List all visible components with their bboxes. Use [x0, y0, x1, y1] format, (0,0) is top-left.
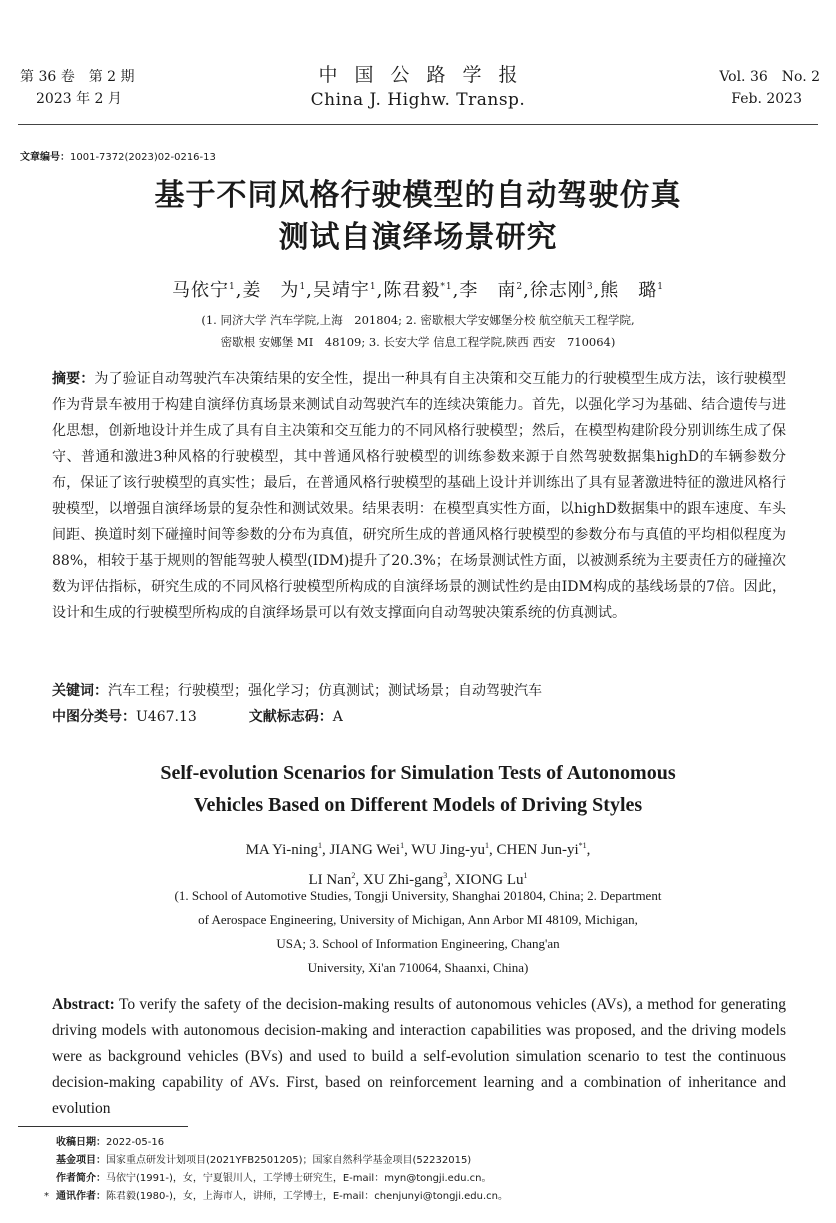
abstract-en — [52, 992, 786, 1122]
author-sup: 2 — [516, 282, 524, 292]
authors-cn: 马依宁$^1$,姜 为$^1$,吴靖宇$^1$,陈君毅$^{*1}$,李 南$^2$,徐志刚$^3$,熊 璐$^1$ — [171, 280, 665, 301]
author-bio-label: 作者简介： — [56, 1173, 106, 1184]
author-sup: 1 — [228, 282, 236, 292]
corresponding-text: 陈君毅(1980-)，女，上海市人，讲师，工学博士，E-mail：chenjunyi@tongji.edu.cn。 — [106, 1191, 509, 1202]
title-en — [0, 757, 836, 821]
title-cn — [0, 175, 836, 259]
header-volume — [719, 66, 820, 110]
footnote-fund — [56, 1152, 508, 1170]
received-date: 2022-05-16 — [106, 1137, 165, 1148]
author-cn — [600, 280, 664, 301]
article-id — [20, 148, 216, 163]
author-name: 李 南 — [459, 280, 517, 301]
author-sup: 3 — [586, 282, 594, 292]
date-en: Feb. 2023 — [731, 91, 802, 107]
footnotes — [44, 1134, 509, 1206]
author-name: 马依宁 — [171, 280, 229, 301]
author-bio-text: 马依宁(1991-)，女，宁夏银川人，工学博士研究生，E-mail：myn@tongji.edu.cn。 — [106, 1173, 492, 1184]
affiliation-cn-line1: (1. 同济大学 汽车学院,上海 201804; 2. 密歇根大学安娜堡分校 航空航天工程学院, — [201, 313, 635, 327]
affiliation-en-line1: (1. School of Automotive Studies, Tongji University, Shanghai 201804, China; 2. Department — [174, 888, 662, 903]
author-en-name: XIONG Lu — [454, 872, 524, 888]
corresponding-label: 通讯作者： — [56, 1191, 106, 1202]
footnote-received — [56, 1134, 508, 1152]
author-cn — [313, 280, 377, 301]
author-sup: *1 — [440, 282, 453, 292]
author-name: 熊 璐 — [600, 280, 658, 301]
author-name: 陈君毅 — [383, 280, 441, 301]
author-sup: 1 — [369, 282, 377, 292]
title-cn-line1: 基于不同风格行驶模型的自动驾驶仿真 — [154, 178, 682, 213]
abstract-cn-label: 摘要： — [52, 371, 95, 387]
header-divider — [18, 124, 818, 125]
author-en-sup: 2 — [351, 871, 356, 880]
author-en-sup: 3 — [443, 871, 448, 880]
keywords-cn — [52, 680, 542, 700]
header-journal — [0, 62, 836, 112]
fund-label: 基金项目： — [56, 1155, 106, 1166]
author-en-name: LI Nan — [308, 872, 352, 888]
author-en-sup: *1 — [578, 841, 587, 850]
keywords-cn-text: 汽车工程；行驶模型；强化学习；仿真测试；测试场景；自动驾驶汽车 — [108, 683, 542, 699]
doc-code-value: A — [332, 709, 343, 725]
article-id-value: 1001-7372(2023)02-0216-13 — [70, 152, 216, 163]
author-name: 吴靖宇 — [312, 280, 370, 301]
authors-en-line2: LI Nan$^2$, XU Zhi-gang$^3$, XIONG Lu$^1$ — [308, 871, 528, 888]
abstract-en-label: Abstract: — [52, 996, 115, 1013]
title-cn-line2: 测试自演绎场景研究 — [278, 220, 558, 255]
author-sup: 1 — [657, 282, 665, 292]
author-en-sup: 1 — [400, 841, 405, 850]
affiliations-en — [0, 884, 836, 980]
journal-name-cn: 中国公路学报 — [318, 64, 535, 86]
date-cn: 2023 年 2 月 — [36, 91, 122, 107]
footnote-divider — [18, 1126, 188, 1127]
author-en-sup: 1 — [485, 841, 490, 850]
affiliation-en-line4: University, Xi'an 710064, Shaanxi, China) — [307, 960, 529, 975]
title-en-line1: Self-evolution Scenarios for Simulation Tests of Autonomous — [160, 762, 676, 784]
journal-name-en: China J. Highw. Transp. — [310, 90, 526, 110]
article-id-label: 文章编号： — [20, 152, 70, 163]
footnote-corresponding — [44, 1188, 509, 1206]
issue-cn: 第 36 卷 第 2 期 — [20, 69, 135, 85]
fund-text: 国家重点研发计划项目(2021YFB2501205)；国家自然科学基金项目(52232015) — [106, 1155, 472, 1166]
affiliation-cn-line2: 密歇根 安娜堡 MI 48109; 3. 长安大学 信息工程学院,陕西 西安 710064) — [220, 335, 616, 349]
footnote-author — [56, 1170, 508, 1188]
authors-en-line1: MA Yi-ning$^1$, JIANG Wei$^1$, WU Jing-$yu^1$, CHEN Jun-$yi^{*1}$, — [245, 841, 591, 858]
author-en-sup: 1 — [317, 841, 322, 850]
author-en-name: CHEN Jun-yi — [496, 842, 579, 858]
author-en-name: XU Zhi-gang — [362, 872, 444, 888]
author-cn — [459, 280, 523, 301]
author-cn — [530, 280, 594, 301]
affiliations-cn — [0, 309, 836, 353]
title-en-line2: Vehicles Based on Different Models of Driving Styles — [193, 794, 643, 816]
abstract-en-text: To verify the safety of the decision-making results of autonomous vehicles (AVs), a method for generating driving models with autonomous decision-making and interaction capabilities was proposed, and the driving models were as background vehicles (BVs) and used to build a self-evolution simulation scenario to test the continuous decision-making capability of AVs. First, based on reinforcement learning and a combination of inheritance and evolution — [52, 996, 786, 1117]
keywords-cn-label: 关键词： — [52, 683, 108, 699]
affiliation-en-line2: of Aerospace Engineering, University of Michigan, Ann Arbor MI 48109, Michigan, — [198, 912, 638, 927]
author-cn — [383, 280, 452, 301]
affiliation-en-line3: USA; 3. School of Information Engineering, Chang'an — [276, 936, 560, 951]
volume-en: Vol. 36 No. 2 — [719, 69, 820, 85]
author-cn — [172, 280, 236, 301]
received-label: 收稿日期： — [56, 1137, 106, 1148]
clc-label: 中图分类号： — [52, 709, 136, 725]
author-name: 徐志刚 — [529, 280, 587, 301]
abstract-cn — [52, 366, 786, 626]
author-en-name: MA Yi-ning — [245, 842, 318, 858]
corresponding-star: * — [44, 1191, 49, 1202]
abstract-cn-text: 为了验证自动驾驶汽车决策结果的安全性，提出一种具有自主决策和交互能力的行驶模型生成方法，该行驶模型作为背景车被用于构建自演绎仿真场景来测试自动驾驶汽车的连续决策能力。首先，以强化学习为基础、结合遗传与进化思想，创新地设计并生成了具有自主决策和交互能力的不同风格行驶模型；然后，在模型构建阶段分别训练生成了保守、普通和激进3种风格的行驶模型，其中普通风格行驶模型的训练参数来源于自然驾驶数据集highD的车辆参数分布，保证了该行驶模型的真实性；最后，在普通风格行驶模型的基础上设计并训练出了具有显著激进特征的激进风格行驶模型，以增强自演绎场景的复杂性和测试效果。结果表明：在模型真实性方面，以highD数据集中的跟车速度、车头间距、换道时刻下碰撞时间等参数的分布为真值，研究所生成的普通风格行驶模型的参数分布与真值的平均相似程度为88%，相较于基于规则的智能驾驶人模型(IDM)提升了20.3%；在场景测试性方面，以被测系统为主要责任方的碰撞次数为评估指标，研究生成的不同风格行驶模型所构成的自演绎场景的测试性约是由IDM构成的基线场景的7倍。因此，设计和生成的行驶模型所构成的自演绎场景可以有效支撑面向自动驾驶决策系统的仿真测试。 — [52, 371, 787, 621]
author-en-name: WU Jing-yu — [411, 842, 486, 858]
clc-value: U467.13 — [136, 709, 197, 725]
doc-code-label: 文献标志码： — [248, 709, 333, 725]
author-en-sup: 1 — [523, 871, 528, 880]
author-cn — [242, 280, 306, 301]
classification — [52, 706, 343, 726]
author-sup: 1 — [299, 282, 307, 292]
author-en-name: JIANG Wei — [329, 842, 401, 858]
author-name: 姜 为 — [242, 280, 300, 301]
